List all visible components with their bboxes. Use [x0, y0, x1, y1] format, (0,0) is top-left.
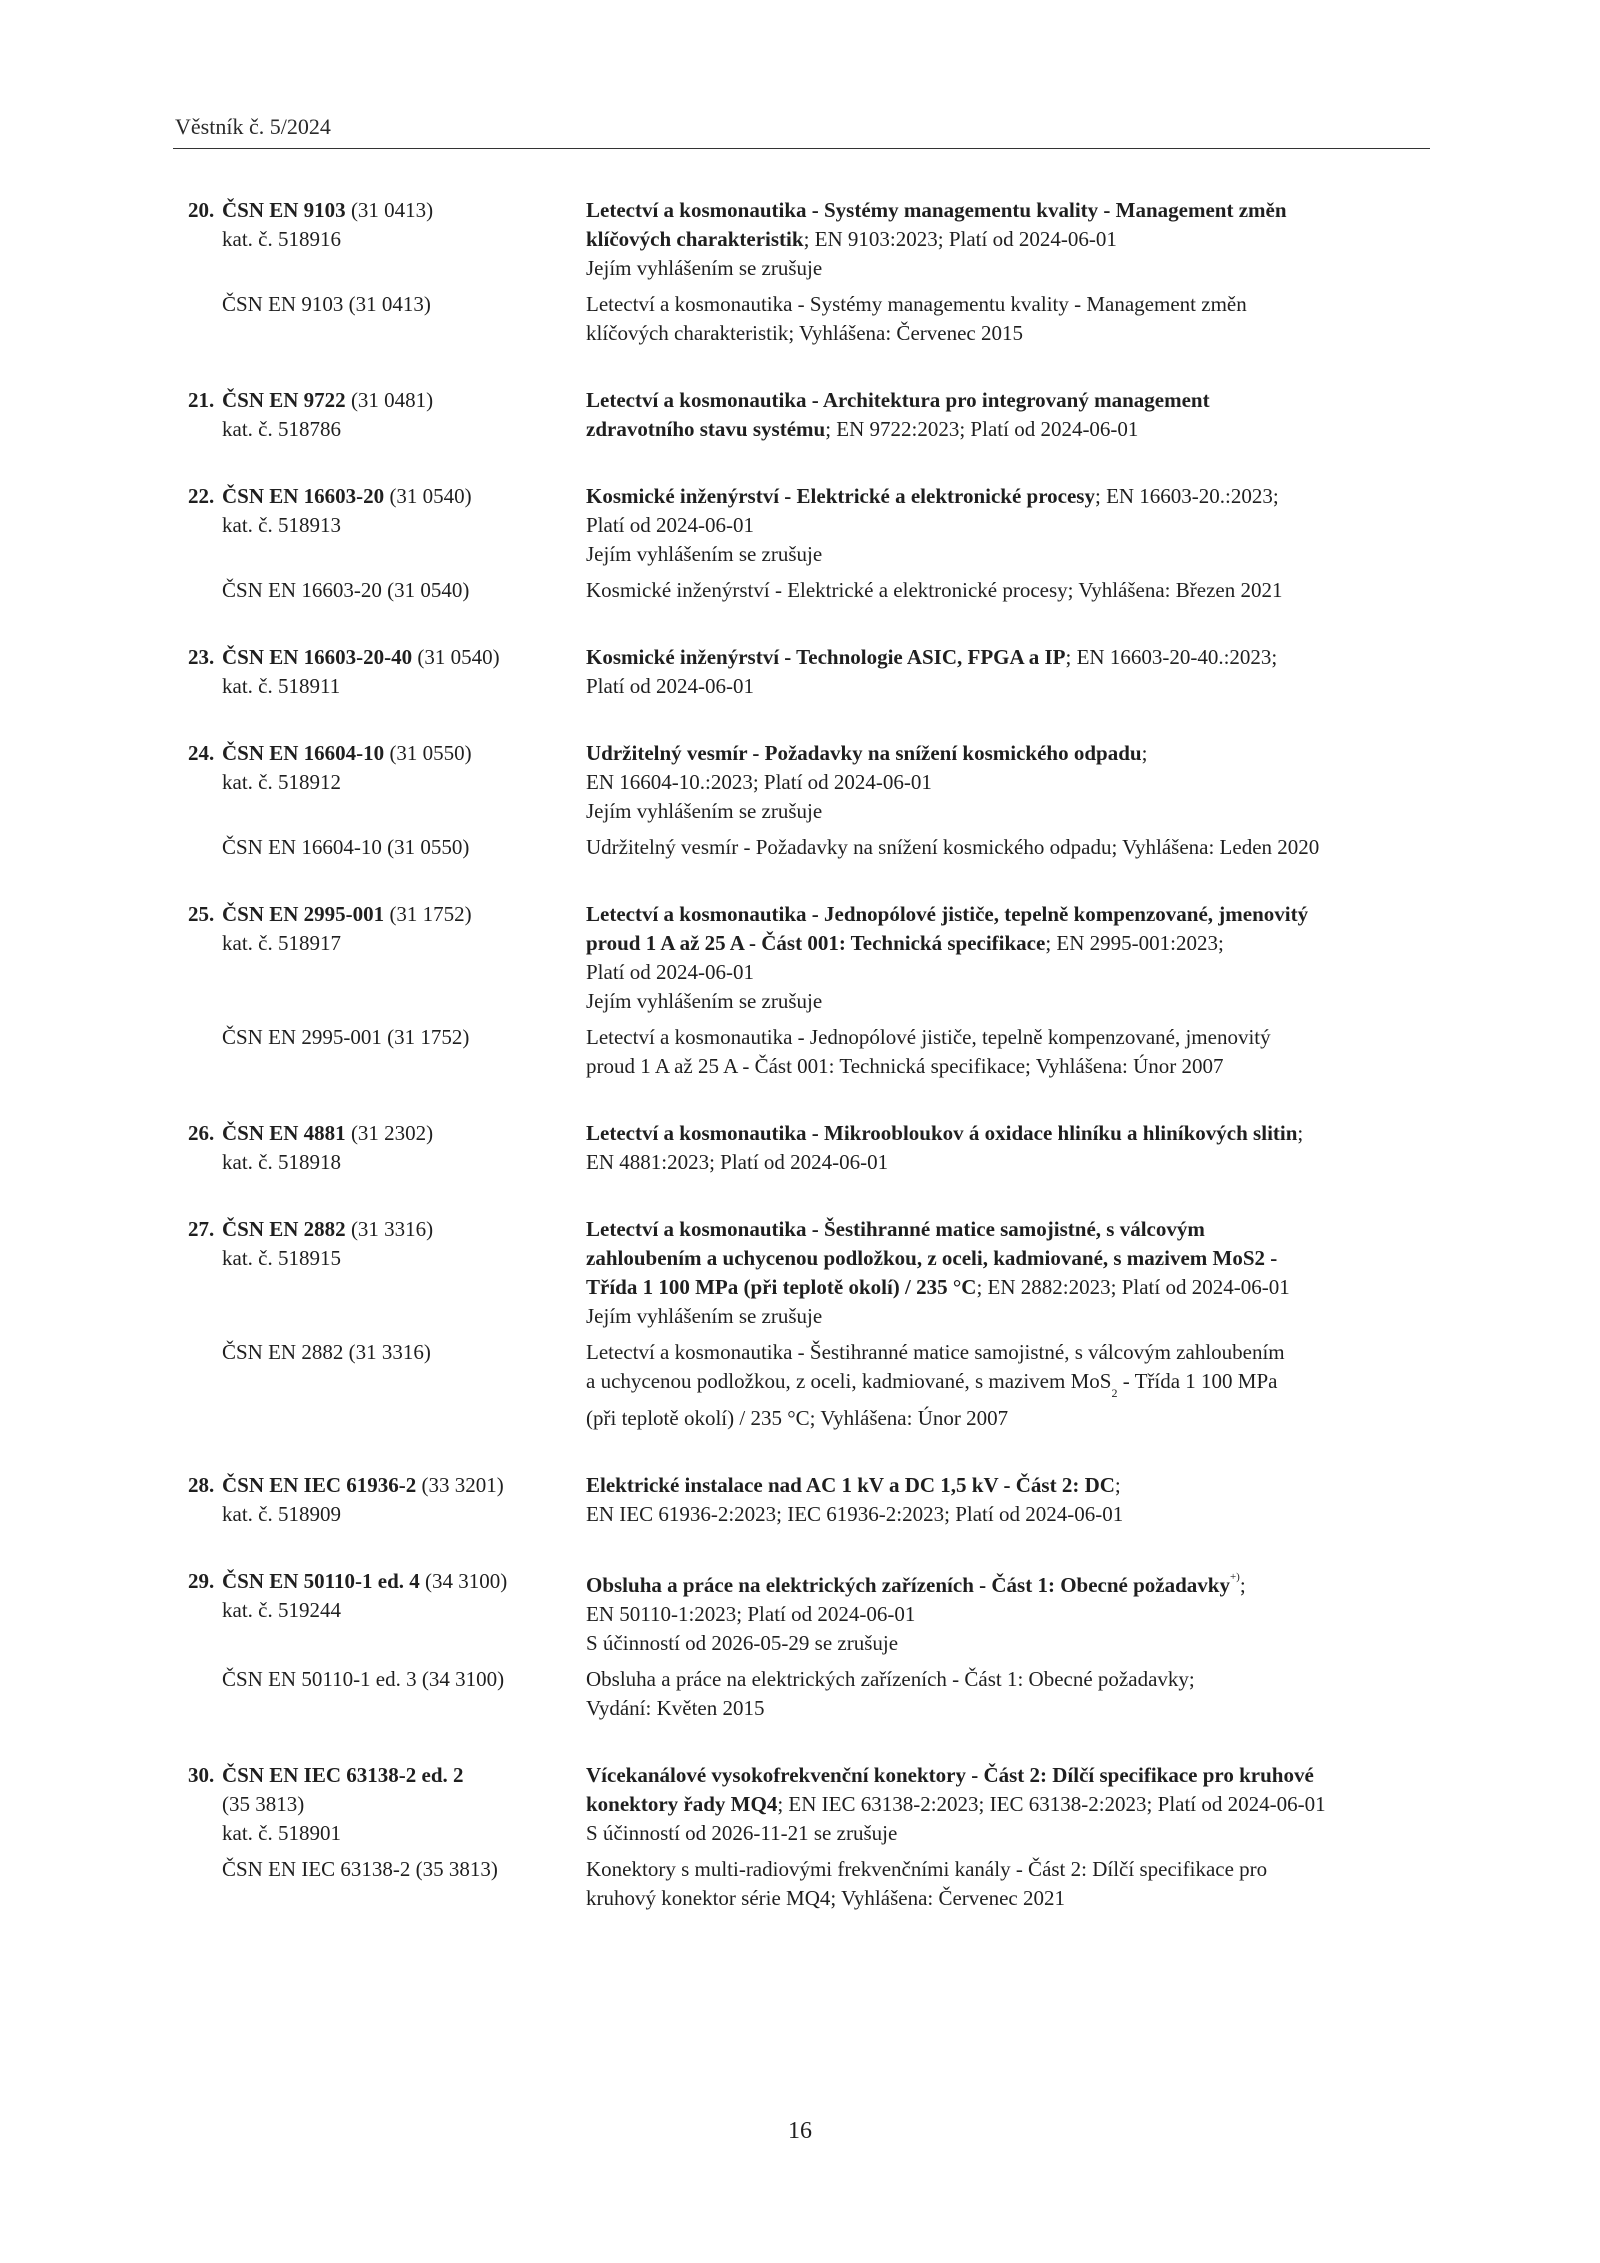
- catalog-number: kat. č. 518917: [222, 931, 341, 955]
- replaced-standard: ČSN EN 2882 (31 3316) Letectví a kosmonautika - Šestihranné matice samojistné, s válcovým zahloubením a uchycenou podložkou, z oceli, kadmiované, s mazivem MoS$_2$ - Třída 1 100 MPa (při teplotě okolí) / 235 °C; Vyhlášena: Únor 2007: [222, 1340, 1285, 1431]
- standard-code: ČSN EN 4881: [222, 1121, 346, 1145]
- catalog-number: kat. č. 518913: [222, 513, 341, 537]
- standard-id: 30. ČSN EN IEC 63138-2 ed. 2 (35 3813) kat. č. 518901: [188, 1761, 586, 1848]
- standard-id: 29. ČSN EN 50110-1 ed. 4 (34 3100) kat. č. 519244: [188, 1567, 586, 1658]
- replaced-standard: ČSN EN 50110-1 ed. 3 (34 3100) Obsluha a práce na elektrických zařízeních - Část 1: Obecné požadavky; Vydání: Květen 2015: [222, 1667, 1195, 1721]
- standard-id: 25. ČSN EN 2995-001 (31 1752) kat. č. 518917: [188, 900, 586, 1016]
- standard-entry: [188, 739, 1438, 862]
- standard-title: Kosmické inženýrství - Technologie ASIC, FPGA a IP; EN 16603-20-40.:2023; Platí od 2024-06-01: [586, 645, 1278, 698]
- standard-code: ČSN EN IEC 61936-2: [222, 1473, 417, 1498]
- catalog-number: kat. č. 518912: [222, 770, 341, 794]
- footnote-marker: +): [1229, 1571, 1240, 1584]
- standard-id: 22. ČSN EN 16603-20 (31 0540) kat. č. 518913: [188, 482, 586, 569]
- catalog-number: kat. č. 518901: [222, 1821, 341, 1846]
- standard-entry: [188, 1761, 1438, 1913]
- catalog-number: kat. č. 518786: [222, 417, 341, 441]
- standard-title: Obsluha a práce na elektrických zařízeních - Část 1: Obecné požadavky+); EN 50110-1:2023; Platí od 2024-06-01 S účinností od 2026-05-29 se zrušuje: [586, 1571, 1246, 1656]
- standard-code: ČSN EN 16603-20-40: [222, 645, 413, 669]
- standard-code: ČSN EN 16604-10: [222, 741, 385, 765]
- page-number: 16: [788, 2118, 812, 2144]
- standard-title: Udržitelný vesmír - Požadavky na snížení kosmického odpadu; EN 16604-10.:2023; Platí od 2024-06-01 Jejím vyhlášením se zrušuje: [586, 741, 1148, 823]
- catalog-number: kat. č. 519244: [222, 1598, 341, 1623]
- standard-title: Vícekanálové vysokofrekvenční konektory - Část 2: Dílčí specifikace pro kruhové konektory řady MQ4; EN IEC 63138-2:2023; IEC 63138-2:2023; Platí od 2024-06-01 S účinností od 2026-11-21 se zrušuje: [586, 1763, 1326, 1846]
- standard-code: ČSN EN 2995-001: [222, 902, 385, 926]
- standard-id: 24. ČSN EN 16604-10 (31 0550) kat. č. 518912: [188, 739, 586, 826]
- catalog-number: kat. č. 518909: [222, 1502, 341, 1527]
- standard-title: Letectví a kosmonautika - Architektura pro integrovaný management zdravotního stavu systému; EN 9722:2023; Platí od 2024-06-01: [586, 388, 1210, 441]
- standard-code: ČSN EN 9722: [222, 388, 346, 412]
- standard-code: ČSN EN 9103: [222, 198, 346, 222]
- replaced-standard: ČSN EN IEC 63138-2 (35 3813) Konektory s multi-radiovými frekvenčními kanály - Část 2: Dílčí specifikace pro kruhový konektor série MQ4; Vyhlášena: Červenec 2021: [222, 1857, 1268, 1911]
- standard-id: 23. ČSN EN 16603-20-40 (31 0540) kat. č. 518911: [188, 643, 586, 701]
- journal-title: Věstník č. 5/2024: [175, 114, 331, 139]
- standard-title: Elektrické instalace nad AC 1 kV a DC 1,5 kV - Část 2: DC; EN IEC 61936-2:2023; IEC 61936-2:2023; Platí od 2024-06-01: [586, 1473, 1124, 1527]
- replaced-standard: ČSN EN 2995-001 (31 1752) Letectví a kosmonautika - Jednopólové jističe, tepelně kompenzované, jmenovitý proud 1 A až 25 A - Část 001: Technická specifikace; Vyhlášena: Únor 2007: [222, 1025, 1271, 1078]
- standard-entry: [188, 482, 1438, 605]
- page-header: [173, 112, 1430, 149]
- catalog-number: kat. č. 518916: [222, 227, 341, 251]
- standard-id: 28. ČSN EN IEC 61936-2 (33 3201) kat. č. 518909: [188, 1471, 586, 1529]
- standard-code: ČSN EN 16603-20: [222, 484, 385, 508]
- standard-entry: [188, 1471, 1438, 1529]
- standard-id: 21. ČSN EN 9722 (31 0481) kat. č. 518786: [188, 386, 586, 444]
- standards-list: [188, 196, 1438, 1951]
- catalog-number: kat. č. 518918: [222, 1150, 341, 1174]
- standard-title: Letectví a kosmonautika - Jednopólové jističe, tepelně kompenzované, jmenovitý proud 1 A až 25 A - Část 001: Technická specifikace; EN 2995-001:2023; Platí od 2024-06-01 Jejím vyhlášením se zrušuje: [586, 902, 1309, 1013]
- classification: (35 3813): [222, 1792, 305, 1817]
- catalog-number: kat. č. 518911: [222, 674, 341, 698]
- standard-id: 20. ČSN EN 9103 (31 0413) kat. č. 518916: [188, 196, 586, 283]
- replaced-standard: ČSN EN 9103 (31 0413) Letectví a kosmonautika - Systémy managementu kvality - Management změn klíčových charakteristik; Vyhlášena: Červenec 2015: [222, 292, 1247, 345]
- standard-code: ČSN EN IEC 63138-2 ed. 2: [222, 1763, 464, 1788]
- standard-entry: [188, 196, 1438, 348]
- standard-title: Letectví a kosmonautika - Mikroobloukov á oxidace hliníku a hliníkových slitin; EN 4881:2023; Platí od 2024-06-01: [586, 1121, 1304, 1174]
- standard-entry: [188, 1119, 1438, 1177]
- standard-code: ČSN EN 50110-1 ed. 4: [222, 1569, 420, 1594]
- classification: (31 0413): [350, 198, 434, 222]
- standard-entry: [188, 900, 1438, 1081]
- standard-id: 26. ČSN EN 4881 (31 2302) kat. č. 518918: [188, 1119, 586, 1177]
- standard-title: Kosmické inženýrství - Elektrické a elektronické procesy; EN 16603-20.:2023; Platí od 2024-06-01 Jejím vyhlášením se zrušuje: [586, 484, 1279, 566]
- standard-id: 27. ČSN EN 2882 (31 3316) kat. č. 518915: [188, 1215, 586, 1331]
- standard-entry: [188, 1567, 1438, 1723]
- standard-entry: [188, 643, 1438, 701]
- replaced-standard: ČSN EN 16604-10 (31 0550) Udržitelný vesmír - Požadavky na snížení kosmického odpadu; Vyhlášena: Leden 2020: [222, 835, 1320, 859]
- catalog-number: kat. č. 518915: [222, 1246, 341, 1270]
- standard-entry: [188, 386, 1438, 444]
- standard-title: Letectví a kosmonautika - Systémy managementu kvality - Management změn klíčových charakteristik; EN 9103:2023; Platí od 2024-06-01 Jejím vyhlášením se zrušuje: [586, 198, 1287, 280]
- standard-title: Letectví a kosmonautika - Šestihranné matice samojistné, s válcovým zahloubením a uchycenou podložkou, z oceli, kadmiované, s mazivem MoS2 - Třída 1 100 MPa (při teplotě okolí) / 235 °C; EN 2882:2023; Platí od 2024-06-01 Jejím vyhlášením se zrušuje: [586, 1217, 1290, 1328]
- standard-code: ČSN EN 2882: [222, 1217, 346, 1241]
- standard-entry: [188, 1215, 1438, 1433]
- replaced-standard: ČSN EN 16603-20 (31 0540) Kosmické inženýrství - Elektrické a elektronické procesy; Vyhlášena: Březen 2021: [222, 578, 1283, 602]
